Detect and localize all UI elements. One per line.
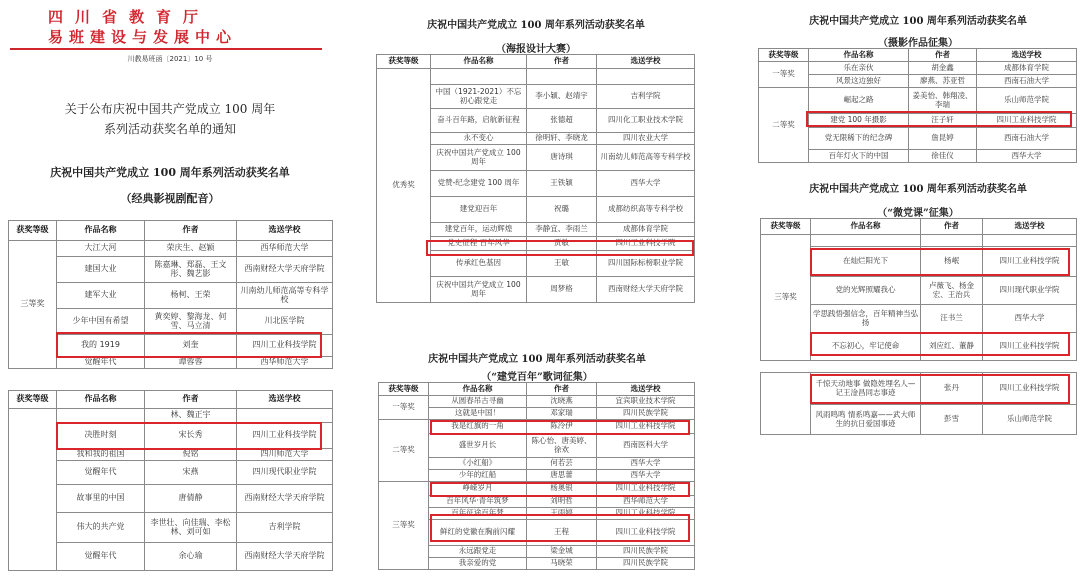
- school-cell: 四川工业科技学院: [983, 373, 1077, 405]
- school-cell: 四川民族学院: [597, 408, 695, 420]
- school-cell: 四川工业科技学院: [597, 482, 695, 496]
- work-cell: 永远跟党走: [429, 546, 527, 558]
- work-cell: 传承红色基因: [431, 251, 527, 277]
- author-cell: 杨岷: [921, 247, 983, 277]
- award-level-cell: [761, 373, 811, 435]
- column-school: 选送学校: [237, 391, 333, 409]
- author-cell: 梁金城: [527, 546, 597, 558]
- work-cell: 崛起之路: [809, 88, 909, 114]
- column-author: 作者: [921, 219, 983, 235]
- author-cell: 祝璐: [527, 197, 597, 223]
- school-cell: 四川农业大学: [597, 133, 695, 145]
- school-cell: 四川现代职业学院: [237, 461, 333, 485]
- red-rule: [10, 48, 322, 50]
- author-cell: 唐诗琪: [527, 145, 597, 171]
- award-level-cell: 二等奖: [379, 420, 429, 482]
- school-cell: 川南幼儿师范高等专科学校: [597, 145, 695, 171]
- school-cell: 西华大学: [597, 458, 695, 470]
- micro-award-table-continued: [760, 372, 1077, 435]
- author-cell: 宋长秀: [145, 423, 237, 449]
- document-number: 川教易班函〔2021〕10 号: [127, 55, 213, 63]
- photo-subtitle: （摄影作品征集）: [878, 38, 958, 49]
- school-cell: 四川工业科技学院: [983, 333, 1077, 361]
- school-cell: [597, 69, 695, 85]
- school-cell: 四川化工职业技术学院: [597, 109, 695, 133]
- column-level: 获奖等级: [377, 55, 431, 69]
- author-cell: 马晓荣: [527, 558, 597, 570]
- work-cell: 决胜时刻: [57, 423, 145, 449]
- work-cell: 百年征途百年梦: [429, 508, 527, 520]
- work-cell: 在灿烂阳光下: [811, 247, 921, 277]
- work-cell: 学思践悟强信念，百年精神当弘扬: [811, 305, 921, 333]
- work-cell: 盛世岁月长: [429, 434, 527, 458]
- school-cell: 四川工业科技学院: [977, 114, 1077, 128]
- school-cell: 西南财经大学天府学院: [237, 485, 333, 513]
- award-level-cell: 三等奖: [761, 235, 811, 361]
- author-cell: 杨奥银: [527, 482, 597, 496]
- poster-subtitle: （海报设计大赛）: [496, 44, 576, 55]
- column-work: 作品名称: [429, 383, 527, 396]
- work-cell: 觉醒年代: [57, 357, 145, 369]
- lyrics-list-title: 庆祝中国共产党成立 100 周年系列活动获奖名单: [428, 354, 646, 365]
- school-cell: 四川国际标榜职业学院: [597, 251, 695, 277]
- author-cell: 廖燕、苏亚哲: [909, 75, 977, 88]
- school-cell: 宜宾职业技术学院: [597, 396, 695, 408]
- school-cell: 西华大学: [597, 171, 695, 197]
- award-level-cell: 一等奖: [379, 396, 429, 420]
- poster-list-title: 庆祝中国共产党成立 100 周年系列活动获奖名单: [427, 20, 645, 31]
- author-cell: 李世壮、向佳瑞、李松林、刘可如: [145, 513, 237, 543]
- column-school: 选送学校: [237, 221, 333, 241]
- author-cell: 刘奎: [145, 335, 237, 357]
- work-cell: 建党迎百年: [431, 197, 527, 223]
- work-cell: 党的光辉照耀我心: [811, 277, 921, 305]
- column-school: 选送学校: [983, 219, 1077, 235]
- author-cell: 李小颖、赵靖宇: [527, 85, 597, 109]
- work-cell: 奋斗百年路，启航新征程: [431, 109, 527, 133]
- micro-subtitle: （“微党课”征集）: [877, 208, 959, 219]
- school-cell: 川北医学院: [237, 309, 333, 335]
- work-cell: 建国大业: [57, 257, 145, 283]
- school-cell: 四川工业科技学院: [597, 420, 695, 434]
- school-cell: 西华师范大学: [597, 496, 695, 508]
- work-cell: 这就是中国！: [429, 408, 527, 420]
- author-cell: 王铁颖: [527, 171, 597, 197]
- author-cell: 汪子轩: [909, 114, 977, 128]
- school-cell: 四川工业科技学院: [597, 237, 695, 251]
- work-cell: 我亲爱的党: [429, 558, 527, 570]
- school-cell: 西华大学: [977, 150, 1077, 163]
- lyrics-subtitle: （“建党百年”歌词征集）: [481, 372, 593, 383]
- work-cell: 我的 1919: [57, 335, 145, 357]
- school-cell: 吉利学院: [597, 85, 695, 109]
- work-cell: 党史征程 百年风华: [431, 237, 527, 251]
- school-cell: 西华师范大学: [237, 357, 333, 369]
- author-cell: 邓家瑞: [527, 408, 597, 420]
- work-cell: 建党 100 年摄影: [809, 114, 909, 128]
- column-author: 作者: [145, 391, 237, 409]
- column-school: 选送学校: [597, 383, 695, 396]
- school-cell: 西南财经大学天府学院: [237, 543, 333, 571]
- work-cell: 百年风华·青年筑梦: [429, 496, 527, 508]
- work-cell: 从圆春吊古寻幽: [429, 396, 527, 408]
- author-cell: 陈心怡、唐美婷、徐欢: [527, 434, 597, 458]
- school-cell: [237, 409, 333, 423]
- work-cell: 风雨鸣鸣 情系鸣嘉——武大师生的抗日爱国事迹: [811, 405, 921, 435]
- lyrics-award-table: [378, 382, 695, 570]
- author-cell: 刘应红、董静: [921, 333, 983, 361]
- school-cell: 四川工业科技学院: [237, 423, 333, 449]
- school-cell: 西华师范大学: [237, 241, 333, 257]
- author-cell: 沈晓燕: [527, 396, 597, 408]
- work-cell: 《小红船》: [429, 458, 527, 470]
- author-cell: [921, 235, 983, 247]
- work-cell: 我和我的祖国: [57, 449, 145, 461]
- author-cell: 王敏: [527, 251, 597, 277]
- column-author: 作者: [145, 221, 237, 241]
- author-cell: 谭蓉蓉: [145, 357, 237, 369]
- school-cell: 四川工业科技学院: [597, 508, 695, 520]
- work-cell: 少年中国有希望: [57, 309, 145, 335]
- author-cell: 彭雪: [921, 405, 983, 435]
- author-cell: 宋燕: [145, 461, 237, 485]
- work-cell: 故事里的中国: [57, 485, 145, 513]
- work-cell: 峥嵘岁月: [429, 482, 527, 496]
- school-cell: 西南财经大学天府学院: [597, 277, 695, 303]
- author-cell: 徐佳仪: [909, 150, 977, 163]
- award-level-cell: 三等奖: [379, 482, 429, 570]
- author-cell: 汪书兰: [921, 305, 983, 333]
- author-cell: 卢薇飞、杨金宏、王治兵: [921, 277, 983, 305]
- work-cell: 百年灯火下的中国: [809, 150, 909, 163]
- school-cell: 成都体育学院: [597, 223, 695, 237]
- award-level-cell: 二等奖: [759, 88, 809, 163]
- column-author: 作者: [527, 383, 597, 396]
- work-cell: 乐在亲伙: [809, 62, 909, 75]
- work-cell: [57, 409, 145, 423]
- column-author: 作者: [527, 55, 597, 69]
- work-cell: 觉醒年代: [57, 543, 145, 571]
- work-cell: 永不变心: [431, 133, 527, 145]
- notice-title-line1: 关于公布庆祝中国共产党成立 100 周年: [64, 102, 276, 116]
- column-level: 获奖等级: [379, 383, 429, 396]
- award-level-cell: 优秀奖: [377, 69, 431, 303]
- award-level-cell: 一等奖: [759, 62, 809, 88]
- work-cell: [811, 235, 921, 247]
- work-cell: 中国（1921-2021）不忘初心跟党走: [431, 85, 527, 109]
- author-cell: 余心瑜: [145, 543, 237, 571]
- author-cell: [527, 69, 597, 85]
- author-cell: 王程: [527, 520, 597, 546]
- work-cell: 建党百年，运动辉煌: [431, 223, 527, 237]
- work-cell: 鲜红的党徽在胸前闪耀: [429, 520, 527, 546]
- poster-panel: [372, 0, 700, 330]
- school-cell: 成都体育学院: [977, 62, 1077, 75]
- film-subtitle: （经典影视剧配音）: [120, 192, 220, 205]
- author-cell: 王雨婷: [527, 508, 597, 520]
- column-level: 获奖等级: [761, 219, 811, 235]
- work-cell: 庆祝中国共产党成立 100 周年: [431, 277, 527, 303]
- photo-award-table: [758, 48, 1077, 163]
- photo-list-title: 庆祝中国共产党成立 100 周年系列活动获奖名单: [809, 16, 1027, 27]
- author-cell: 胡金鑫: [909, 62, 977, 75]
- author-cell: 唐思蕾: [527, 470, 597, 482]
- column-school: 选送学校: [977, 49, 1077, 62]
- author-cell: 姜美怡、韩翔凌、李瑞: [909, 88, 977, 114]
- school-cell: 四川民族学院: [597, 558, 695, 570]
- award-level-cell: [9, 409, 57, 571]
- work-cell: 千惊天动地事 做隐姓埋名人—记王淦昌同志事迹: [811, 373, 921, 405]
- film-continued-table: [8, 390, 333, 571]
- work-cell: 党赞-纪念建党 100 周年: [431, 171, 527, 197]
- micro-list-title: 庆祝中国共产党成立 100 周年系列活动获奖名单: [809, 184, 1027, 195]
- work-cell: 庆祝中国共产党成立 100 周年: [431, 145, 527, 171]
- award-level-cell: 三等奖: [9, 241, 57, 369]
- author-cell: 陈泠伊: [527, 420, 597, 434]
- author-cell: 刘明哲: [527, 496, 597, 508]
- author-cell: 陈嘉琳、郑磊、王文彤、魏艺影: [145, 257, 237, 283]
- column-level: 获奖等级: [9, 391, 57, 409]
- column-work: 作品名称: [57, 221, 145, 241]
- school-cell: 乐山师范学院: [977, 88, 1077, 114]
- author-cell: 杨柯、王荣: [145, 283, 237, 309]
- notice-panel: 四川省教育厅 易班建设与发展中心 川教易班函〔2021〕10 号 关于公布庆祝中国共产党成立 100 周年 系列活动获奖名单的通知 庆祝中国共产党成立 100 周年系列活动获奖名单 （经典影视剧配音） 获奖等级 作品名称 作者 选送学校 三等奖 大江大河 荣庆生、赵颖 西华师范大学 建国大业 陈嘉琳、郑磊、王文彤、魏艺影 西南财经大学天府学院 建军大业 杨柯、王荣 川南幼儿师范高等专科学校 少年中国有希望 黄奕婷、黎海龙、何雪、马立清 川北医学院 我的 1919 刘奎 四川工业科技学院 觉醒年代 谭蓉蓉 西华师范大学: [0, 0, 340, 385]
- column-work: 作品名称: [431, 55, 527, 69]
- school-cell: 四川民族学院: [597, 546, 695, 558]
- film-list-title: 庆祝中国共产党成立 100 周年系列活动获奖名单: [50, 166, 290, 179]
- micro-award-table: [760, 218, 1077, 361]
- author-cell: 张德超: [527, 109, 597, 133]
- school-cell: 西华大学: [597, 470, 695, 482]
- author-cell: 黄奕婷、黎海龙、何雪、马立清: [145, 309, 237, 335]
- column-school: 选送学校: [597, 55, 695, 69]
- school-cell: 四川现代职业学院: [983, 277, 1077, 305]
- school-cell: 吉利学院: [237, 513, 333, 543]
- school-cell: 西华大学: [983, 305, 1077, 333]
- school-cell: 西南医科大学: [597, 434, 695, 458]
- work-cell: 不忘初心，牢记使命: [811, 333, 921, 361]
- work-cell: 风景这边独好: [809, 75, 909, 88]
- column-level: 获奖等级: [9, 221, 57, 241]
- photo-panel: [756, 0, 1080, 172]
- work-cell: [431, 69, 527, 85]
- author-cell: 唐倩静: [145, 485, 237, 513]
- school-cell: 成都纺织高等专科学校: [597, 197, 695, 223]
- work-cell: 觉醒年代: [57, 461, 145, 485]
- author-cell: 张丹: [921, 373, 983, 405]
- school-cell: 西南财经大学天府学院: [237, 257, 333, 283]
- column-author: 作者: [909, 49, 977, 62]
- school-cell: 西南石油大学: [977, 128, 1077, 150]
- micro-lesson-panel: [756, 176, 1080, 580]
- author-cell: 倪铭: [145, 449, 237, 461]
- author-cell: 何若芸: [527, 458, 597, 470]
- school-cell: 西南石油大学: [977, 75, 1077, 88]
- work-cell: 大江大河: [57, 241, 145, 257]
- work-cell: 少年的红船: [429, 470, 527, 482]
- column-work: 作品名称: [809, 49, 909, 62]
- work-cell: 伟大的共产党: [57, 513, 145, 543]
- author-cell: 李静宜、李雨兰: [527, 223, 597, 237]
- poster-award-table: [376, 54, 695, 303]
- author-cell: 贾敏: [527, 237, 597, 251]
- author-cell: 荣庆生、赵颖: [145, 241, 237, 257]
- school-cell: [983, 235, 1077, 247]
- work-cell: 我是红旗的一角: [429, 420, 527, 434]
- school-cell: 川南幼儿师范高等专科学校: [237, 283, 333, 309]
- notice-title-line2: 系列活动获奖名单的通知: [103, 122, 236, 136]
- author-cell: 詹昆婷: [909, 128, 977, 150]
- column-work: 作品名称: [811, 219, 921, 235]
- column-level: 获奖等级: [759, 49, 809, 62]
- author-cell: 周梦格: [527, 277, 597, 303]
- author-cell: 徐明轩、李晓龙: [527, 133, 597, 145]
- film-award-table: [8, 220, 333, 369]
- work-cell: 党无限稀下的纪念碑: [809, 128, 909, 150]
- school-cell: 四川工业科技学院: [597, 520, 695, 546]
- school-cell: 乐山师范学院: [983, 405, 1077, 435]
- column-work: 作品名称: [57, 391, 145, 409]
- school-cell: 四川工业科技学院: [237, 335, 333, 357]
- school-cell: 四川师范大学: [237, 449, 333, 461]
- school-cell: 四川工业科技学院: [983, 247, 1077, 277]
- work-cell: 建军大业: [57, 283, 145, 309]
- lyrics-panel: [374, 342, 700, 580]
- author-cell: 林、魏正宇: [145, 409, 237, 423]
- film-continued-panel: [0, 390, 340, 580]
